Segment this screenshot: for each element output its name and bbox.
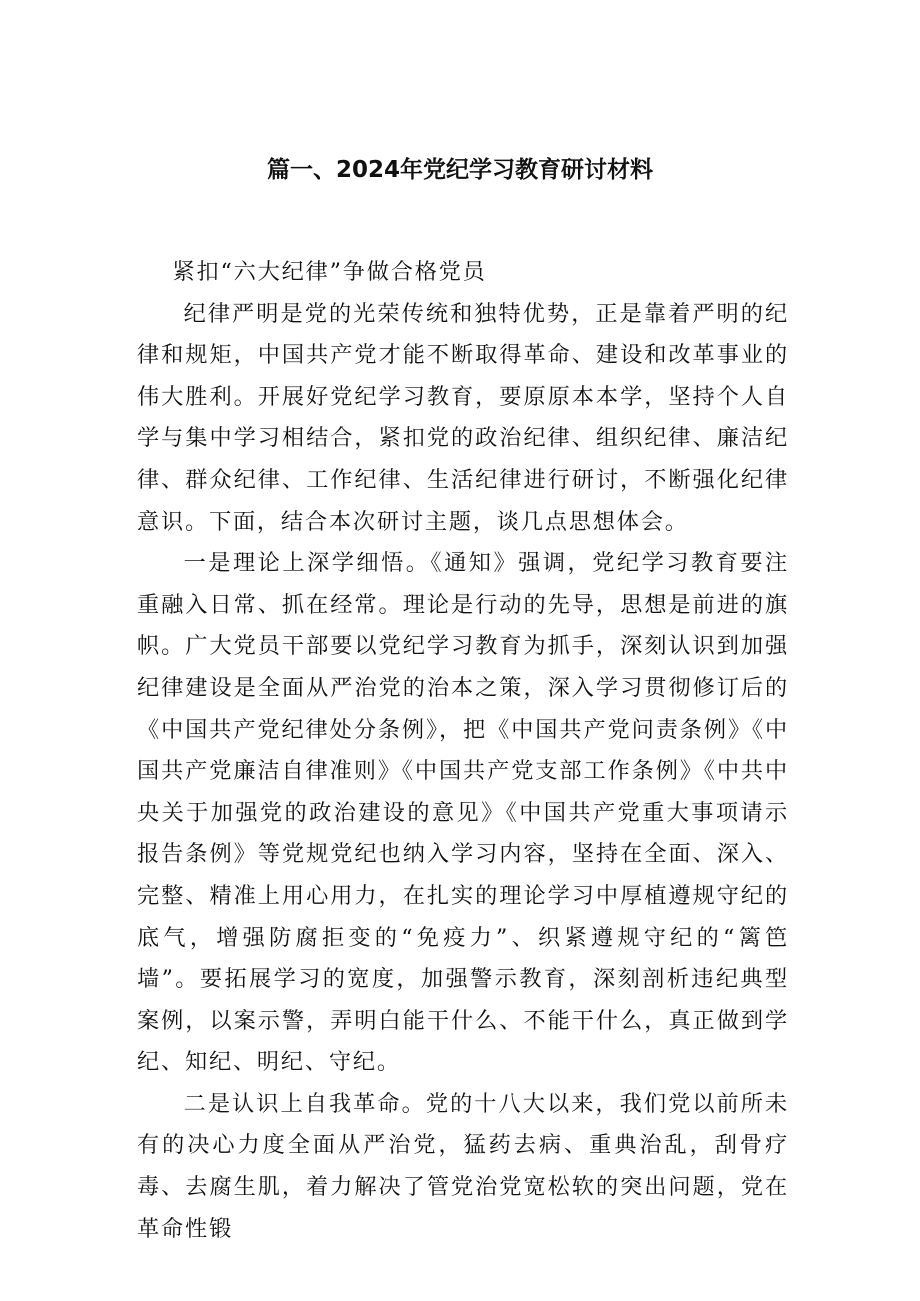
paragraph-self-revolution: 二是认识上自我革命。党的十八大以来，我们党以前所未有的决心力度全面从严治党，猛药去病、重典治乱，刮骨疗毒、去腐生肌，着力解决了管党治党宽松软的突出问题，党在革命性锻 bbox=[137, 1090, 789, 1242]
document-subtitle: 紧扣“六大纪律”争做合格党员 bbox=[172, 259, 487, 285]
document-title: 篇一、2024年党纪学习教育研讨材料 bbox=[266, 157, 653, 183]
document-body bbox=[137, 252, 789, 1250]
paragraph-theory-study: 一是理论上深学细悟。《通知》强调，党纪学习教育要注重融入日常、抓在经常。理论是行动的先导，思想是前进的旗帜。广大党员干部要以党纪学习教育为抓手，深刻认识到加强纪律建设是全面从严治党的治本之策，深入学习贯彻修订后的《中国共产党纪律处分条例》，把《中国共产党问责条例》《中国共产党廉洁自律准则》《中国共产党支部工作条例》《中共中央关于加强党的政治建设的意见》《中国共产党重大事项请示报告条例》等党规党纪也纳入学习内容，坚持在全面、深入、完整、精准上用心用力，在扎实的理论学习中厚植遵规守纪的底气，增强防腐拒变的“免疫力”、织紧遵规守纪的“篱笆墙”。要拓展学习的宽度，加强警示教育，深刻剖析违纪典型案例，以案示警，弄明白能干什么、不能干什么，真正做到学纪、知纪、明纪、守纪。 bbox=[137, 550, 789, 1076]
paragraph-intro: 纪律严明是党的光荣传统和独特优势，正是靠着严明的纪律和规矩，中国共产党才能不断取得革命、建设和改革事业的伟大胜利。开展好党纪学习教育，要原原本本学，坚持个人自学与集中学习相结合，紧扣党的政治纪律、组织纪律、廉洁纪律、群众纪律、工作纪律、生活纪律进行研讨，不断强化纪律意识。下面，结合本次研讨主题，谈几点思想体会。 bbox=[137, 300, 789, 535]
